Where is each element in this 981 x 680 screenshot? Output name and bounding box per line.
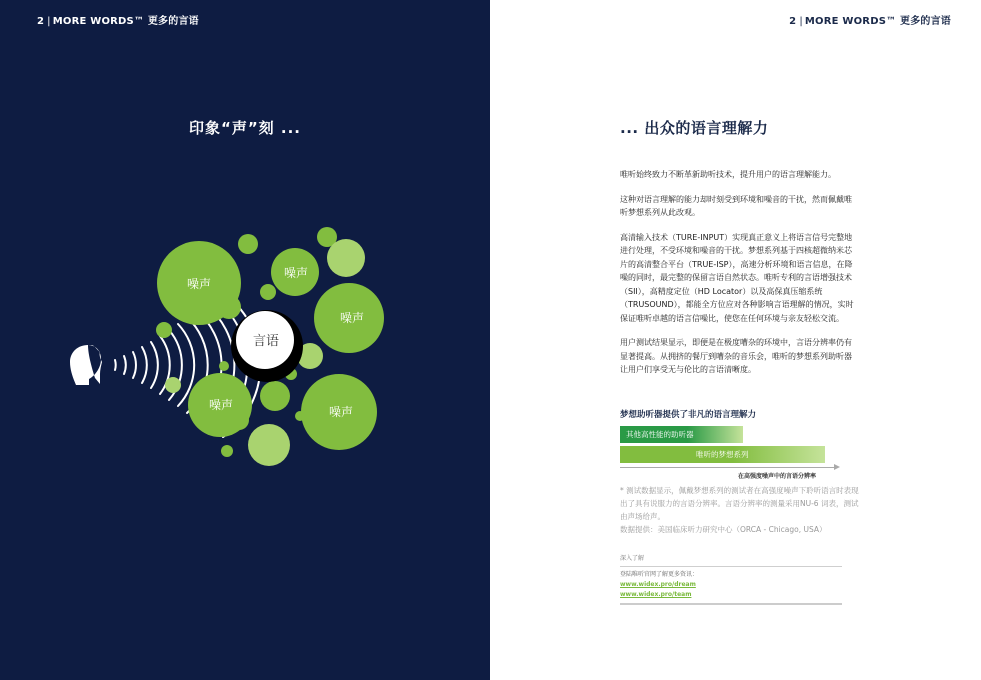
bar-dream-series [620,446,825,463]
page-number: 2 [789,16,797,27]
body-text [620,168,856,388]
learn-more-divider [620,603,842,605]
left-page-title: 印象“声”刻 ... [188,119,302,137]
paragraph: 高清输入技术（TURE-INPUT）实现真正意义上将语言信号完整地进行处理，不受环境和噪音的干扰。梦想系列基于四核超微纳米芯片的高清整合平台（TRUE-ISP），高速分析环境和语言信息，在降噪的同时，最完整的保留言语自然状态。唯听专利的言语增强技术（SII），高精度定位（HD Locator）以及高保真压缩系统（TRUSOUND），都能全方位应对各种影响言语理解的情况，实时保证唯听卓越的语言信噪比，使您在任何环境与亲友轻松交流。 [620,232,854,323]
footnote-text: * 测试数据显示，佩戴梦想系列的测试者在高强度噪声下聆听语言时表现出了具有说服力的言语分辨率。言语分辨率的测量采用NU-6 词表，测试由声场给声。 [620,486,859,521]
noise-label-5: 噪声 [328,405,354,419]
chart-title: 梦想助听器提供了非凡的语言理解力 [620,410,757,420]
section-name-cn: 更多的言语 [147,16,199,27]
bar-label-dream: 唯听的梦想系列 [696,450,749,459]
right-page-title: ... 出众的语言理解力 [620,119,769,137]
left-page [0,0,490,680]
noise-label-2: 噪声 [283,266,309,280]
link-widex-dream[interactable]: www.widex.pro/dream [620,581,696,588]
running-head-separator: | [799,16,803,27]
running-head-right [789,12,951,27]
section-name: MORE WORDS™ [52,16,145,27]
paragraph: 这种对语言理解的能力却时刻受到环境和噪音的干扰，然而佩戴唯听梦想系列从此改观。 [620,194,852,217]
link-widex-team[interactable]: www.widex.pro/team [620,591,692,598]
paragraph: 唯听始终致力不断革新助听技术，提升用户的语言理解能力。 [620,170,836,179]
footnote [620,484,860,536]
paragraph: 用户测试结果显示，即便是在极度嘈杂的环境中，言语分辨率仍有显著提高。从拥挤的餐厅到嘈杂的音乐会，唯听的梦想系列助听器让用户们享受无与伦比的言语清晰度。 [620,338,852,374]
bar-label-other: 其他高性能的助听器 [626,430,694,439]
learn-more-heading: 深入了解 [620,554,842,567]
listener-head-icon [70,345,102,385]
noise-label-3: 噪声 [339,311,365,325]
running-head-separator: | [47,16,51,27]
learn-more-text: 登陆唯听官网了解更多资讯： [620,571,699,578]
noise-label-4: 噪声 [208,398,234,412]
bar-other-hearing-aids [620,426,743,443]
right-page [490,0,981,680]
section-name: MORE WORDS™ [804,16,897,27]
page-number: 2 [37,16,45,27]
chart-axis-arrow [620,467,834,468]
learn-more-box [620,554,842,600]
speech-in-noise-illustration [0,0,490,680]
chart-axis-label: 在高强度噪声中的言语分辨率 [738,473,817,480]
speech-clarity-chart [620,426,840,482]
footnote-source: 数据提供：美国临床听力研究中心（ORCA - Chicago, USA） [620,525,827,534]
section-name-cn: 更多的言语 [900,16,951,27]
speech-label: 言语 [252,334,280,349]
noise-label-1: 噪声 [186,277,212,291]
